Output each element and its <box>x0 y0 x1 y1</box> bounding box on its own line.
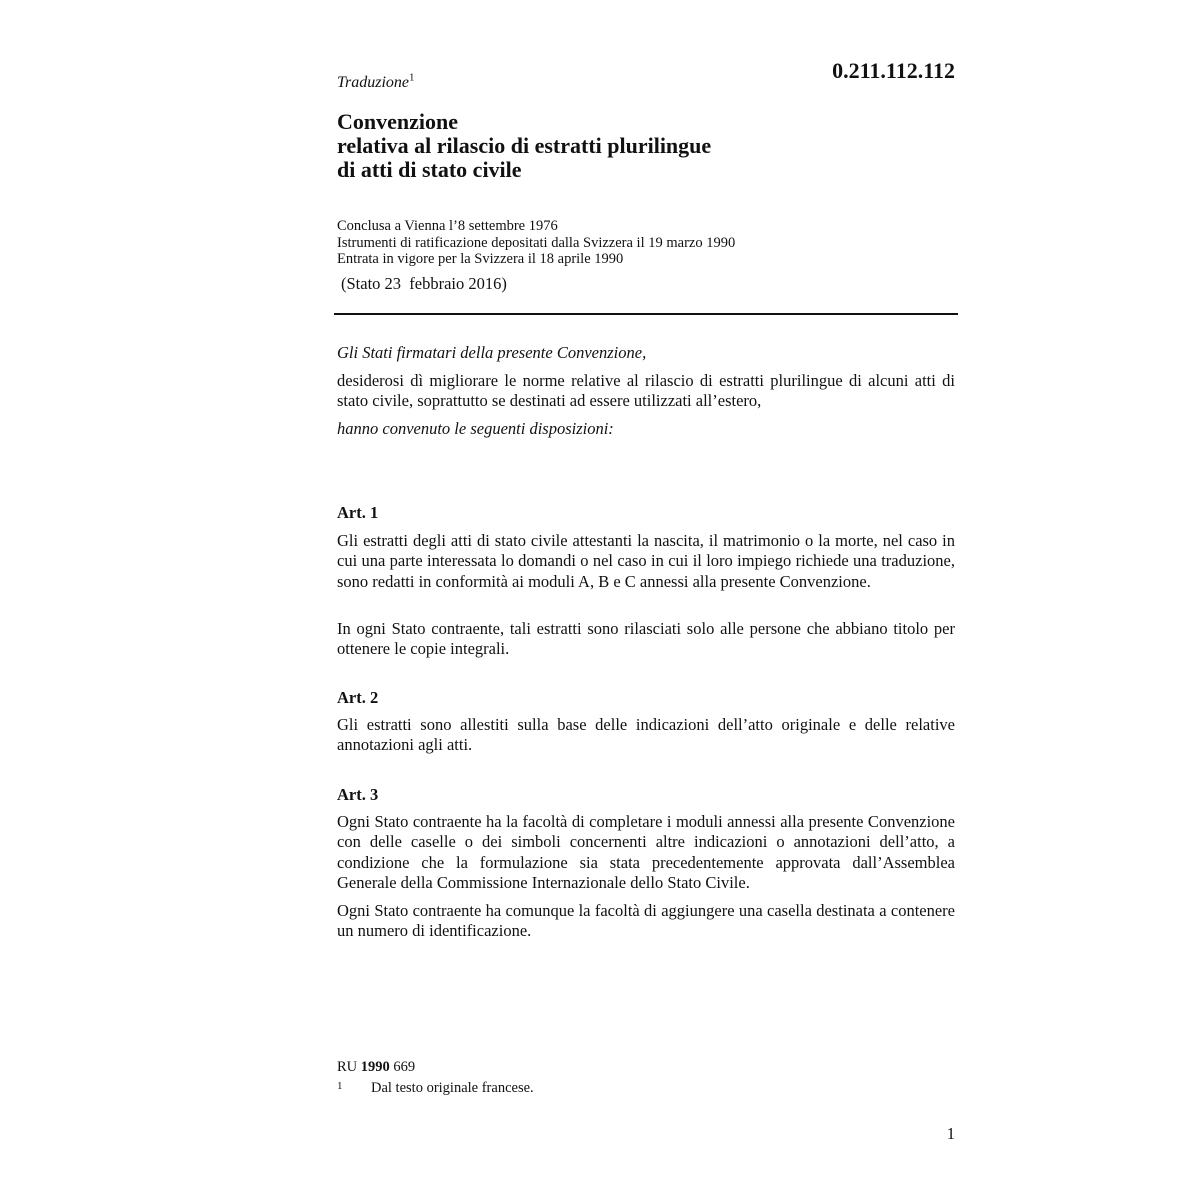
ru-page: 669 <box>393 1059 416 1075</box>
article-paragraph: Gli estratti degli atti di stato civile attestanti la nascita, il matrimonio o la morte, nel caso in cui una parte interessata lo domandi o nel caso in cui il loro impiego richiede una traduzione, sono redatti in conformità ai moduli A, B e C annessi alla presente Convenzione. <box>337 531 955 591</box>
sr-number: 0.211.112.112 <box>832 58 955 83</box>
footnote-number: 1 <box>337 1080 343 1092</box>
translation-label <box>337 71 415 92</box>
article-heading: Art. 3 <box>337 785 379 804</box>
article-heading: Art. 2 <box>337 688 379 707</box>
article-paragraph: In ogni Stato contraente, tali estratti sono rilasciati solo alle persone che abbiano titolo per ottenere le copie integrali. <box>337 619 955 659</box>
article-heading: Art. 1 <box>337 503 379 522</box>
ru-prefix: RU <box>337 1059 358 1075</box>
title-line: Convenzione <box>337 109 458 134</box>
ru-year: 1990 <box>360 1059 390 1075</box>
article-paragraph: Ogni Stato contraente ha comunque la facoltà di aggiungere una casella destinata a contenere un numero di identificazione. <box>337 901 955 941</box>
document-title <box>337 110 711 182</box>
footnote-text: Dal testo originale francese. <box>371 1080 534 1096</box>
page-number: 1 <box>946 1124 955 1143</box>
article-paragraph: Gli estratti sono allestiti sulla base delle indicazioni dell’atto originale e delle relative annotazioni agli atti. <box>337 715 955 755</box>
translation-label-text: Traduzione <box>337 74 410 91</box>
title-line: relativa al rilascio di estratti plurilingue <box>337 133 712 158</box>
title-line: di atti di stato civile <box>337 157 522 182</box>
concluded-line: Conclusa a Vienna l’8 settembre 1976 <box>337 218 558 234</box>
preamble-desire: desiderosi dì migliorare le norme relative al rilascio di estratti plurilingue di alcuni atti di stato civile, soprattutto se destinati ad essere utilizzati all’estero, <box>337 371 955 411</box>
status-date: (Stato 23 febbraio 2016) <box>341 274 507 293</box>
document-metadata <box>337 218 735 268</box>
ru-reference <box>337 1059 415 1076</box>
footnote <box>337 1080 534 1097</box>
footnote-ref: 1 <box>409 71 415 84</box>
preamble-agreed: hanno convenuto le seguenti disposizioni: <box>337 419 614 438</box>
entry-into-force-line: Entrata in vigore per la Svizzera il 18 aprile 1990 <box>337 251 624 267</box>
horizontal-rule <box>334 313 958 315</box>
ratification-line: Istrumenti di ratificazione depositati dalla Svizzera il 19 marzo 1990 <box>337 234 736 251</box>
preamble-intro: Gli Stati firmatari della presente Convenzione, <box>337 343 647 362</box>
article-paragraph: Ogni Stato contraente ha la facoltà di completare i moduli annessi alla presente Convenzione con delle caselle o dei simboli concernenti altre indicazioni o annotazioni dell’atto, a condizione che la formulazione sia stata precedentemente approvata dall’Assemblea Generale della Commissione Internazionale dello Stato Civile. <box>337 812 955 892</box>
